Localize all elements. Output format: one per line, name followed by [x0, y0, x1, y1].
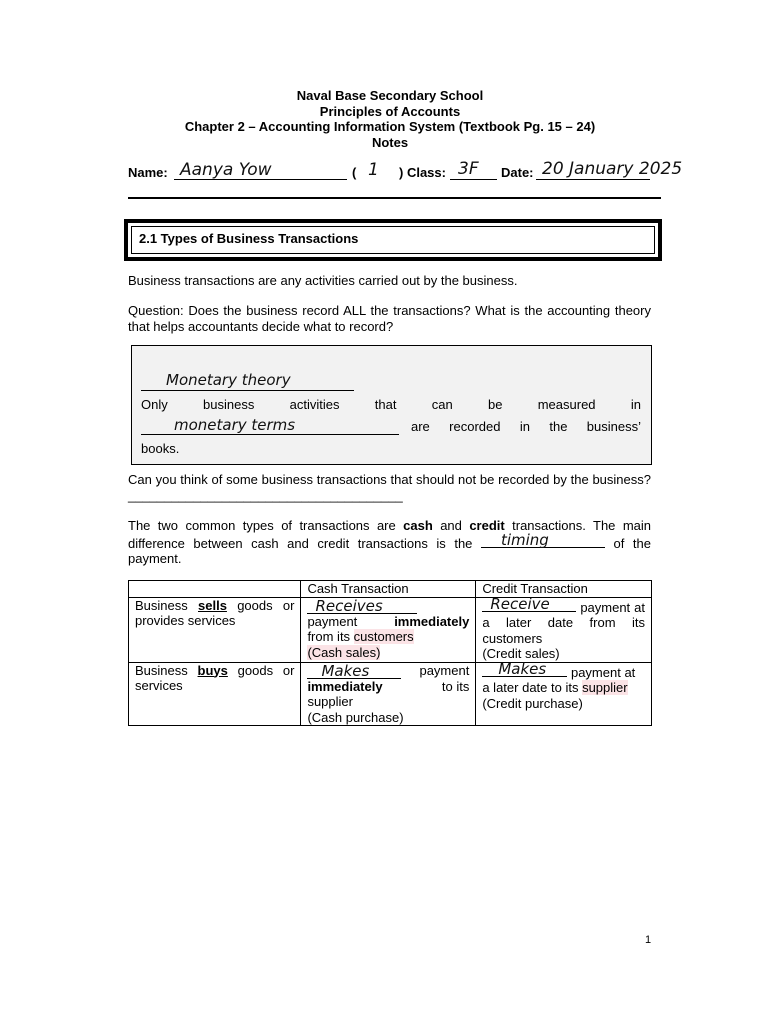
date-value[interactable]: 20 January 2025 [542, 159, 683, 179]
cash-bold: cash [403, 518, 433, 533]
theory-line [141, 390, 354, 391]
immediately-bold: immediately [394, 613, 470, 629]
theory-answer[interactable]: Monetary theory [166, 371, 291, 389]
answer-box [131, 345, 652, 465]
document-header [128, 88, 652, 150]
text: to its [441, 678, 470, 694]
table-header-cell: Credit Transaction [476, 581, 652, 598]
cash-sales-fill[interactable]: Receives [315, 597, 383, 615]
credit-purchase-cell [476, 662, 652, 726]
name-value[interactable]: Aanya Yow [180, 160, 272, 180]
table-header-cell [129, 581, 301, 598]
text: payment [307, 613, 358, 629]
text: transactions. The main difference between cash and credit transactions is the [128, 518, 651, 551]
buys-bold: buys [197, 662, 228, 678]
monetary-terms-line [141, 434, 399, 435]
word: can [431, 397, 453, 412]
name-label: Name: [128, 165, 168, 180]
table-header-cell: Cash Transaction [301, 581, 476, 598]
row-label-buys [129, 662, 301, 726]
table-row [129, 597, 652, 662]
supplier-highlight: supplier [582, 680, 628, 695]
subject-name: Principles of Accounts [319, 103, 461, 119]
credit-purchase-fill[interactable]: Makes [498, 660, 547, 678]
text: (Cash purchase) [307, 709, 404, 725]
section-title-box [124, 219, 662, 261]
cash-sales-line-1 [307, 598, 469, 614]
cash-purchase-line-1 [307, 663, 469, 679]
notes-label: Notes [371, 134, 409, 150]
word: be [487, 397, 503, 412]
cash-sales-cell [301, 597, 476, 662]
page-number: 1 [645, 934, 652, 946]
credit-sales-blank [482, 595, 576, 613]
immediately-bold: immediately [307, 678, 383, 694]
header-divider [128, 197, 661, 199]
answer-line-1 [141, 397, 641, 412]
text: (Credit purchase) [482, 695, 583, 711]
cash-purchase-fill[interactable]: Makes [321, 662, 370, 680]
index-value[interactable]: 1 [368, 160, 379, 180]
text: supplier [307, 694, 353, 709]
credit-sales-fill[interactable]: Receive [490, 595, 550, 613]
date-line [536, 179, 650, 180]
text: goods or provides services [135, 597, 295, 628]
cash-sales-blank [307, 597, 417, 615]
cash-sales-highlight: (Cash sales) [307, 644, 381, 660]
transactions-table [128, 580, 652, 726]
text: Business [135, 597, 199, 613]
word: business [203, 397, 255, 412]
text: payment at a later date from its customers [482, 599, 645, 646]
text: (Credit sales) [482, 646, 560, 661]
text: goods or services [135, 662, 295, 693]
word: that [374, 397, 397, 412]
word: measured [537, 397, 596, 412]
types-paragraph [128, 518, 651, 567]
table-row [129, 662, 652, 726]
cash-purchase-blank [307, 662, 401, 680]
cash-sales-line-3 [307, 629, 469, 645]
section-title: 2.1 Types of Business Transactions [139, 231, 359, 246]
text: payment at a later date to its [482, 664, 636, 695]
answer-line-3: books. [141, 441, 180, 456]
cash-sales-line-4 [307, 645, 469, 661]
date-label: Date: [501, 165, 534, 180]
class-label: ) Class: [399, 165, 446, 180]
word: Only [141, 397, 168, 412]
class-line [450, 179, 497, 180]
cash-purchase-cell [301, 662, 476, 726]
cash-purchase-line-2 [307, 679, 469, 695]
customers-highlight: customers [353, 629, 414, 644]
monetary-terms-answer[interactable]: monetary terms [174, 416, 296, 434]
chapter-title: Chapter 2 – Accounting Information System (Textbook Pg. 15 – 24) [184, 119, 596, 134]
text: Business [135, 662, 198, 678]
index-open-paren: ( [352, 165, 357, 180]
cash-purchase-line-3 [307, 694, 469, 710]
intro-paragraph: Business transactions are any activities carried out by the business. [128, 273, 518, 288]
row-label-sells [129, 597, 301, 662]
word: activities [289, 397, 340, 412]
answer-line-2-rest: are recorded in the business’ [411, 419, 641, 434]
table-header-row [129, 581, 652, 598]
text: and [432, 518, 470, 533]
question-paragraph: Question: Does the business record ALL the transactions? What is the accounting theory that helps accountants decide what to record? [128, 303, 651, 334]
credit-purchase-blank [482, 660, 567, 678]
cash-sales-line-2 [307, 614, 469, 630]
cash-purchase-line-4 [307, 710, 469, 726]
text: payment [419, 662, 470, 678]
text: of the payment. [128, 535, 651, 566]
text: from its [307, 629, 354, 644]
class-value[interactable]: 3F [458, 159, 479, 179]
timing-blank [481, 531, 605, 549]
student-info-row [128, 160, 688, 186]
think-question: Can you think of some business transactions that should not be recorded by the business? ______________________________________ [128, 472, 651, 503]
timing-answer[interactable]: timing [500, 531, 549, 549]
credit-sales-cell [476, 597, 652, 662]
word: in [630, 397, 641, 412]
text: The two common types of transactions are [128, 518, 404, 533]
school-name: Naval Base Secondary School [296, 88, 484, 103]
sells-bold: sells [198, 597, 227, 613]
credit-bold: credit [469, 518, 505, 533]
